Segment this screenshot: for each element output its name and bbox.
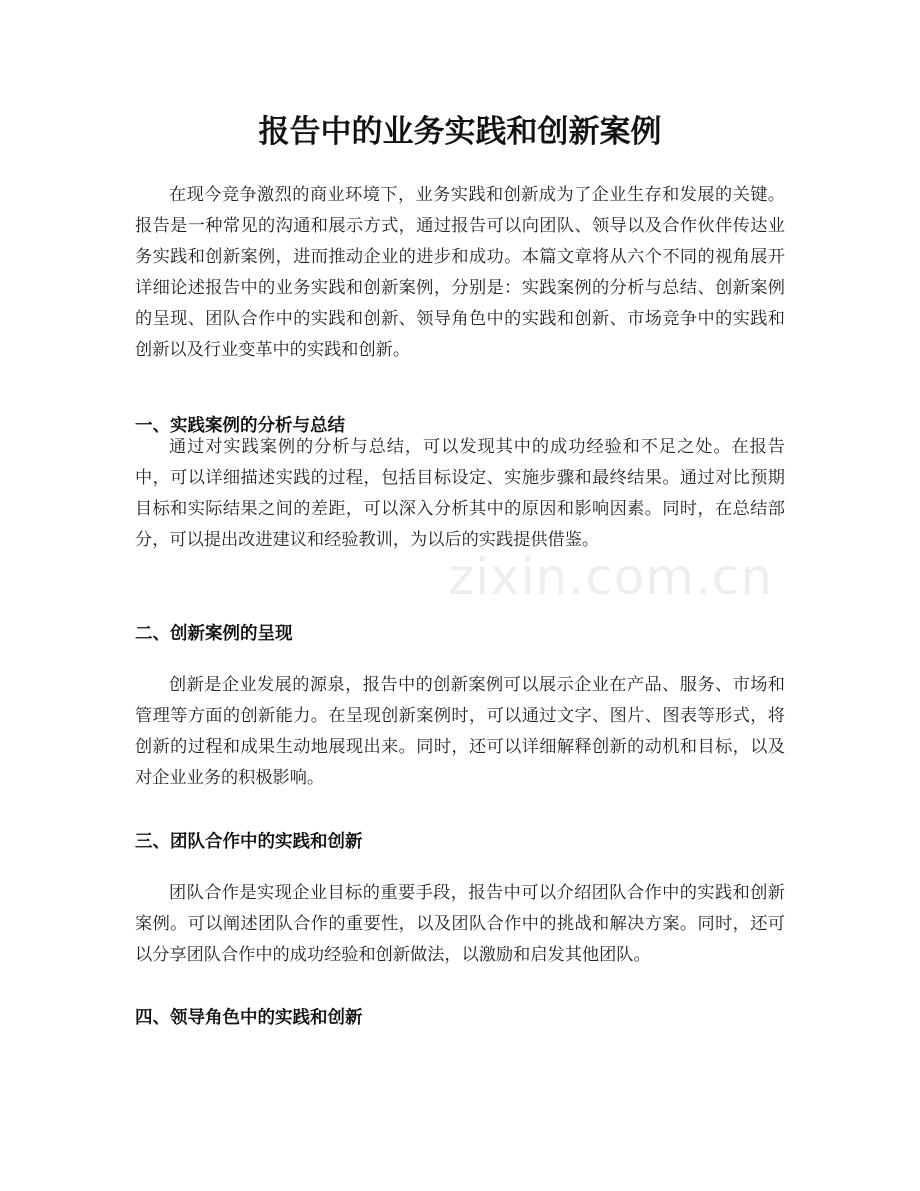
document-title: 报告中的业务实践和创新案例 xyxy=(258,114,662,150)
section-paragraph-1: 通过对实践案例的分析与总结，可以发现其中的成功经验和不足之处。在报告中，可以详细描述实践的过程，包括目标设定、实施步骤和最终结果。通过对比预期目标和实际结果之间的差距，可以深入分析其中的原因和影响因素。同时，在总结部分，可以提出改进建议和经验教训，为以后的实践提供借鉴。 xyxy=(135,437,785,550)
section-heading-3: 三、团队合作中的实践和创新 xyxy=(135,832,363,852)
section-paragraph-2: 创新是企业发展的源泉，报告中的创新案例可以展示企业在产品、服务、市场和管理等方面的创新能力。在呈现创新案例时，可以通过文字、图片、图表等形式，将创新的过程和成果生动地展现出来。同时，还可以详细解释创新的动机和目标，以及对企业业务的积极影响。 xyxy=(135,675,785,788)
section-heading-4: 四、领导角色中的实践和创新 xyxy=(135,1008,363,1028)
section-heading-1: 一、实践案例的分析与总结 xyxy=(135,416,345,436)
section-heading-2: 二、创新案例的呈现 xyxy=(135,624,293,644)
intro-paragraph: 在现今竞争激烈的商业环境下，业务实践和创新成为了企业生存和发展的关键。报告是一种常见的沟通和展示方式，通过报告可以向团队、领导以及合作伙伴传达业务实践和创新案例，进而推动企业的进步和成功。本篇文章将从六个不同的视角展开详细论述报告中的业务实践和创新案例，分别是：实践案例的分析与总结、创新案例的呈现、团队合作中的实践和创新、领导角色中的实践和创新、市场竞争中的实践和创新以及行业变革中的实践和创新。 xyxy=(135,185,785,360)
section-paragraph-3: 团队合作是实现企业目标的重要手段，报告中可以介绍团队合作中的实践和创新案例。可以阐述团队合作的重要性，以及团队合作中的挑战和解决方案。同时，还可以分享团队合作中的成功经验和创新做法，以激励和启发其他团队。 xyxy=(135,883,785,965)
watermark: zixin.com.cn xyxy=(448,548,774,606)
